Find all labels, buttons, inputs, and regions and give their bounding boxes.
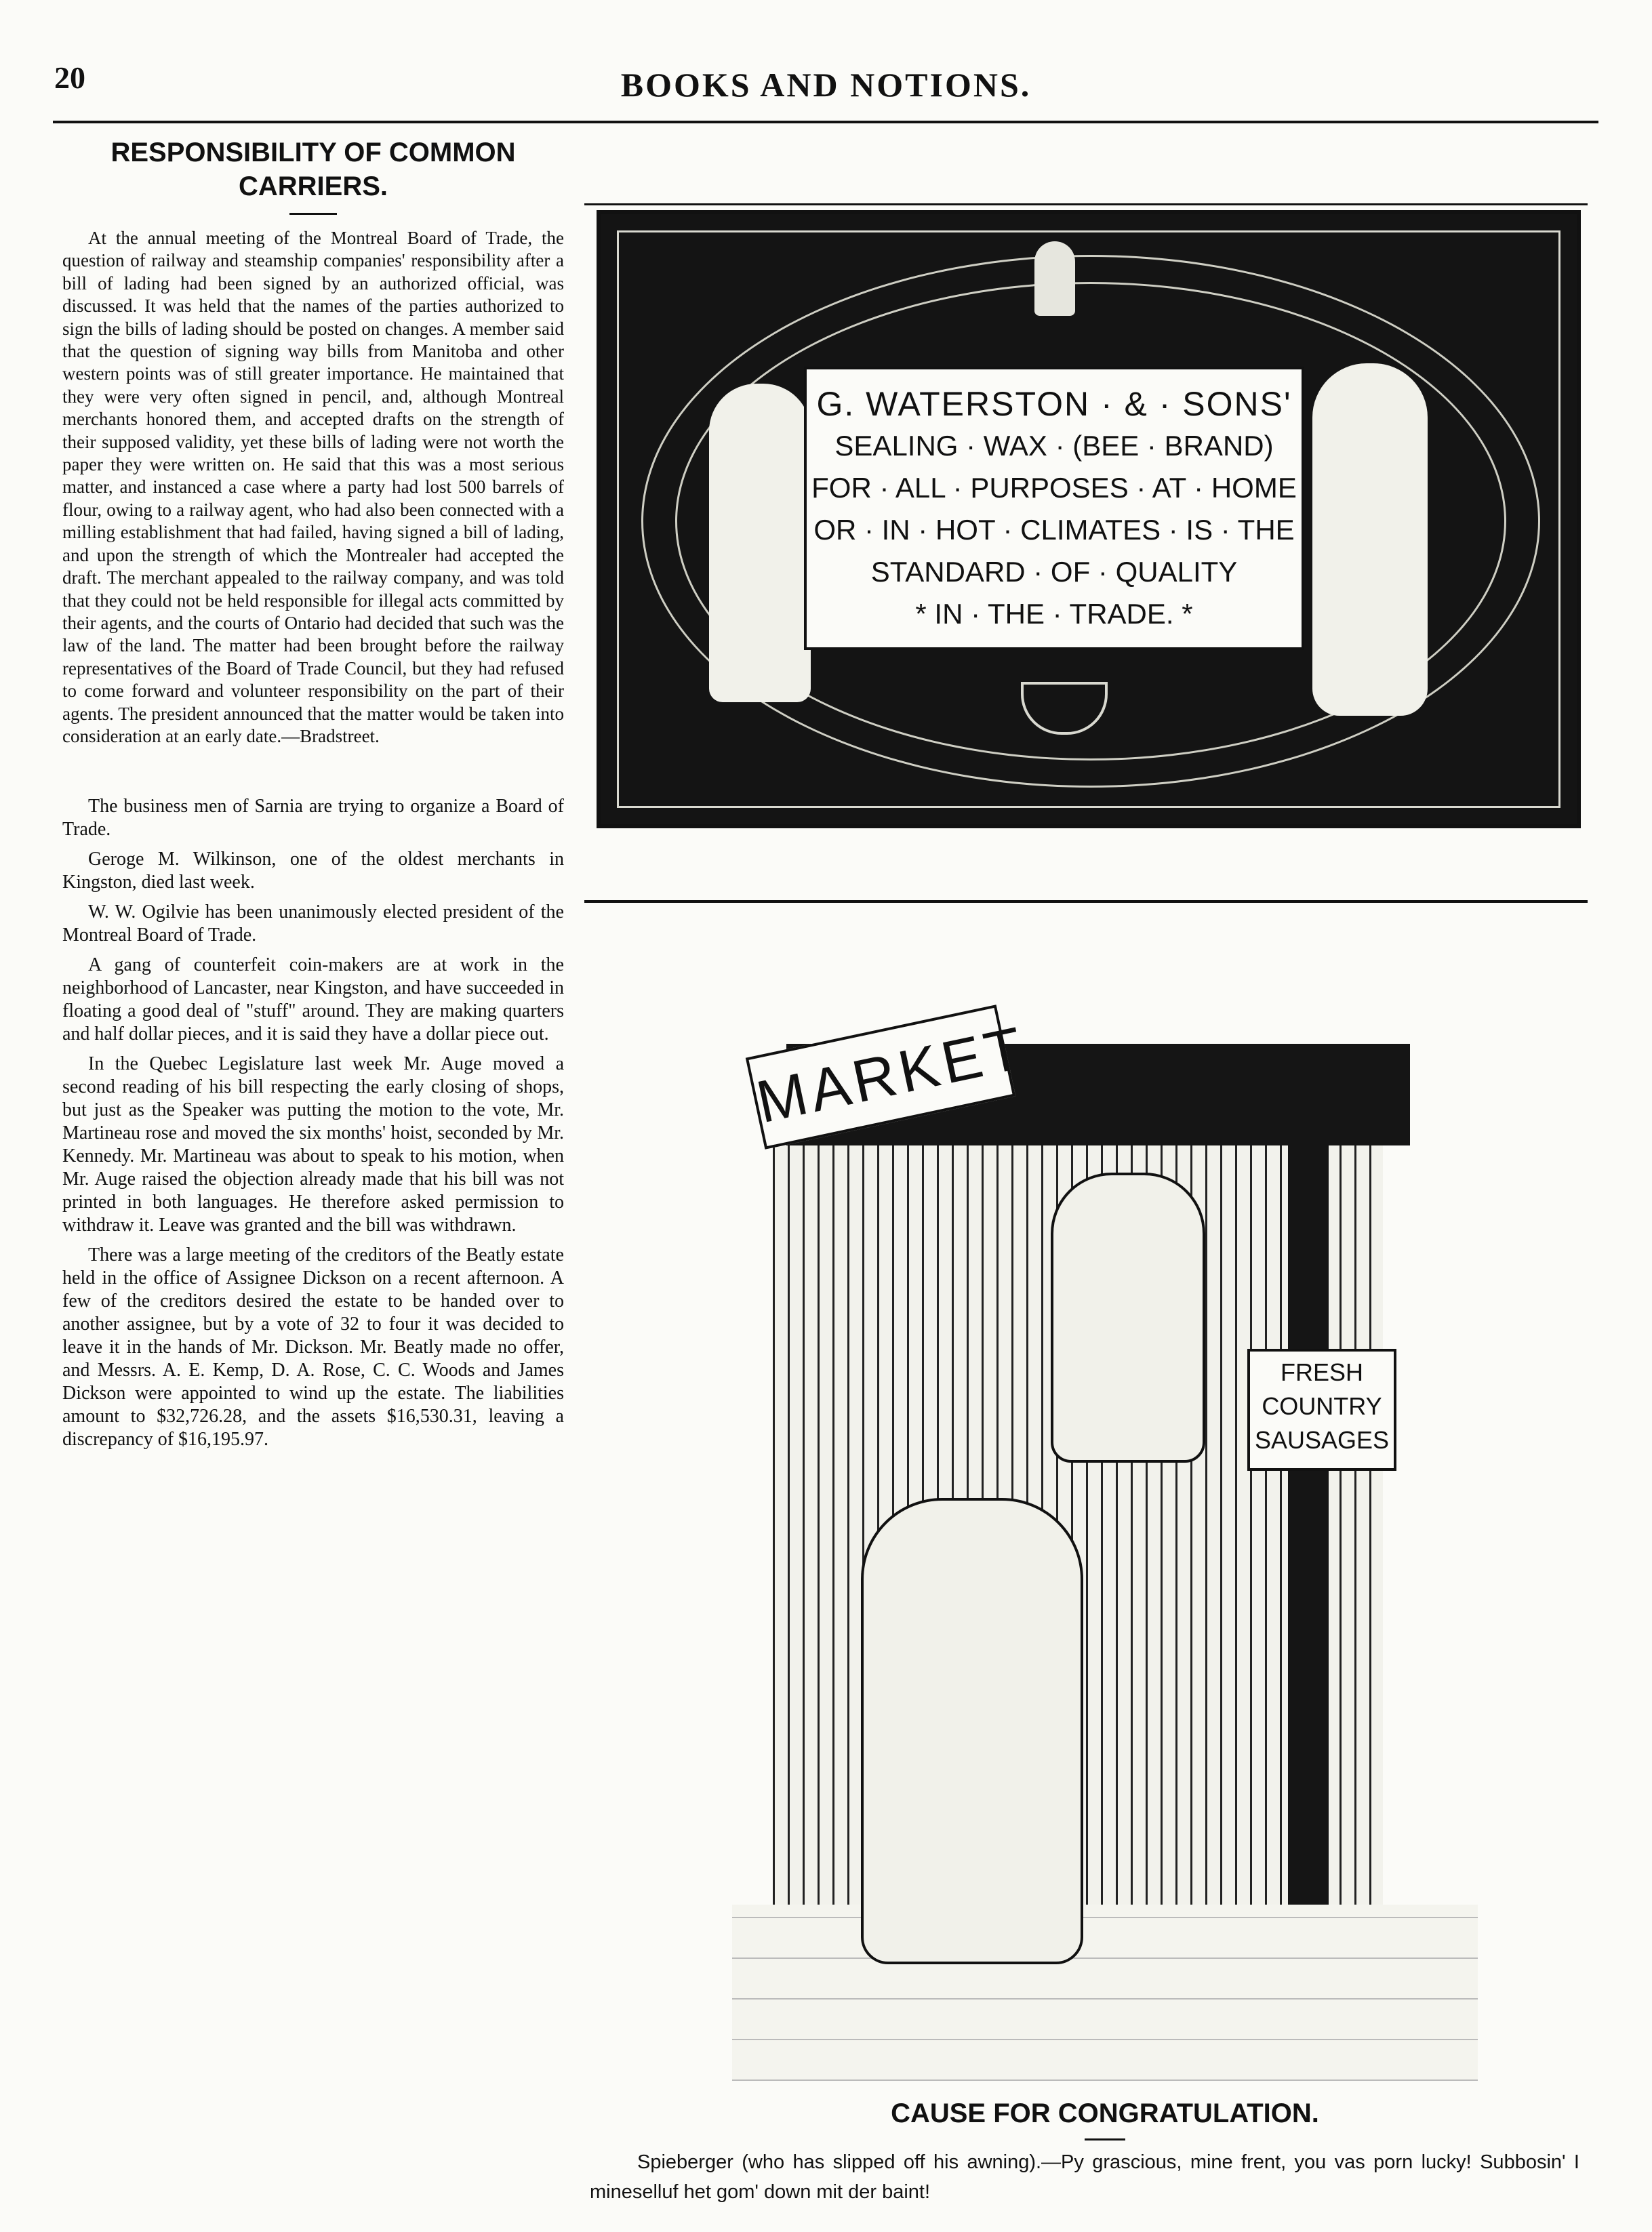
ad-line: * IN · THE · TRADE. *	[915, 598, 1193, 630]
header-rule	[53, 121, 1598, 123]
cartoon-illustration	[732, 969, 1478, 2081]
ad-line: OR · IN · HOT · CLIMATES · IS · THE	[813, 514, 1295, 546]
ad-top-rule	[584, 203, 1588, 205]
market-sign: MARKET	[746, 1005, 1015, 1150]
ad-line: G. WATERSTON · & · SONS'	[816, 385, 1292, 423]
news-item: The business men of Sarnia are trying to organize a Board of Trade.	[62, 796, 564, 840]
news-item: Geroge M. Wilkinson, one of the oldest merchants in Kingston, died last week.	[62, 849, 564, 893]
pavement	[732, 1905, 1478, 2081]
news-item: In the Quebec Legislature last week Mr. Auge moved a second reading of his bill respecting the early closing of shops, but just as the Speaker was putting the motion to the vote, Mr. Martineau rose and moved the six months' hoist, seconded by Mr. Kennedy. Mr. Martineau was about to speak to his motion, when Mr. Auge raised the objection already made that his bill was not printed in both languages. He therefore asked permission to withdraw it. Leave was granted and the bill was withdrawn.	[62, 1053, 564, 1236]
ad-bottom-rule	[584, 900, 1588, 903]
article-body: At the annual meeting of the Montreal Board of Trade, the question of railway and steamship companies' responsibility after a bill of lading had been signed by an authorized official, was discussed. It was held that the names of the parties authorized to sign the bills of lading should be posted on changes. A member said that the question of signing way bills from Manitoba and other western points was of still greater importance. He maintained that they were very often signed in pencil, and, although Montreal merchants honored them, and accepted drafts on the strength of their supposed validity, yet these bills of lading were not worth the paper they were written on. He said that this was a most serious matter, and instanced a case where a party had lost 500 barrels of flour, owing to a railway agent, who had also been connected with a milling establishment that had failed, having signed a bill of lading, and upon the strength of which the Montrealer had accepted the draft. The merchant appealed to the railway company, and was told that they could not be held responsible for illegal acts committed by their agents, and the courts of Ontario had decided that such was the law of the land. The matter had been brought before the railway representatives of the Board of Trade Council, but they had refused to come forward and volunteer responsibility on the part of their agents. The president announced that the matter would be taken into consideration at an early date.—Bradstreet.	[62, 228, 564, 746]
column-gap	[62, 754, 564, 795]
gentleman-figure-illustration	[709, 384, 811, 702]
sealing-wax-advertisement	[597, 210, 1581, 828]
sausage-sign	[1247, 1349, 1396, 1471]
title-rule	[289, 213, 337, 215]
page-number: 20	[54, 60, 85, 95]
ad-text	[807, 383, 1302, 635]
lady-figure-illustration	[1312, 363, 1428, 716]
news-item: W. W. Ogilvie has been unanimously elected president of the Montreal Board of Trade.	[62, 901, 564, 946]
fallen-man-figure	[861, 1498, 1083, 1964]
cartoon-caption-body: Spieberger (who has slipped off his awning).—Py grascious, mine frent, you vas porn lucky! Subbosin' I mineselluf het gom' down mit der baint!	[590, 2151, 1579, 2203]
hanging-man-figure	[1051, 1173, 1205, 1463]
bird-ornament	[1034, 241, 1075, 316]
caption-rule	[1085, 2138, 1125, 2140]
sign-post	[1288, 1145, 1329, 2000]
cartoon-caption-title: CAUSE FOR CONGRATULATION.	[891, 2098, 1319, 2128]
left-column	[62, 136, 564, 1458]
ad-line: SEALING · WAX · (BEE · BRAND)	[834, 430, 1274, 462]
sausage-sign-line: SAUSAGES	[1254, 1426, 1390, 1454]
news-item: There was a large meeting of the creditors of the Beatly estate held in the office of Assignee Dickson on a recent afternoon. A few of the creditors desired the estate to be handed over to another assignee, but by a vote of 32 to four it was decided to leave it in the hands of Mr. Dickson. Mr. Beatly made no offer, and Messrs. A. E. Kemp, D. A. Rose, C. C. Woods and James Dickson were appointed to wind up the estate. The liabilities amount to $32,726.28, and the assets $16,530.31, leaving a discrepancy of $16,195.97.	[62, 1244, 564, 1450]
ad-line: FOR · ALL · PURPOSES · AT · HOME	[811, 472, 1297, 504]
ad-line: STANDARD · OF · QUALITY	[870, 556, 1238, 588]
running-title: BOOKS AND NOTIONS.	[620, 66, 1032, 104]
article-title: RESPONSIBILITY OF COMMON CARRIERS.	[110, 138, 516, 201]
ad-text-panel	[804, 367, 1304, 650]
sausage-sign-line: COUNTRY	[1262, 1392, 1382, 1420]
sausage-sign-line: FRESH	[1280, 1358, 1363, 1386]
news-item: A gang of counterfeit coin-makers are at work in the neighborhood of Lancaster, near Kingston, and have succeeded in floating a good deal of "stuff" around. They are making quarters and half dollar pieces, and it is said they have a dollar piece out.	[62, 954, 564, 1045]
